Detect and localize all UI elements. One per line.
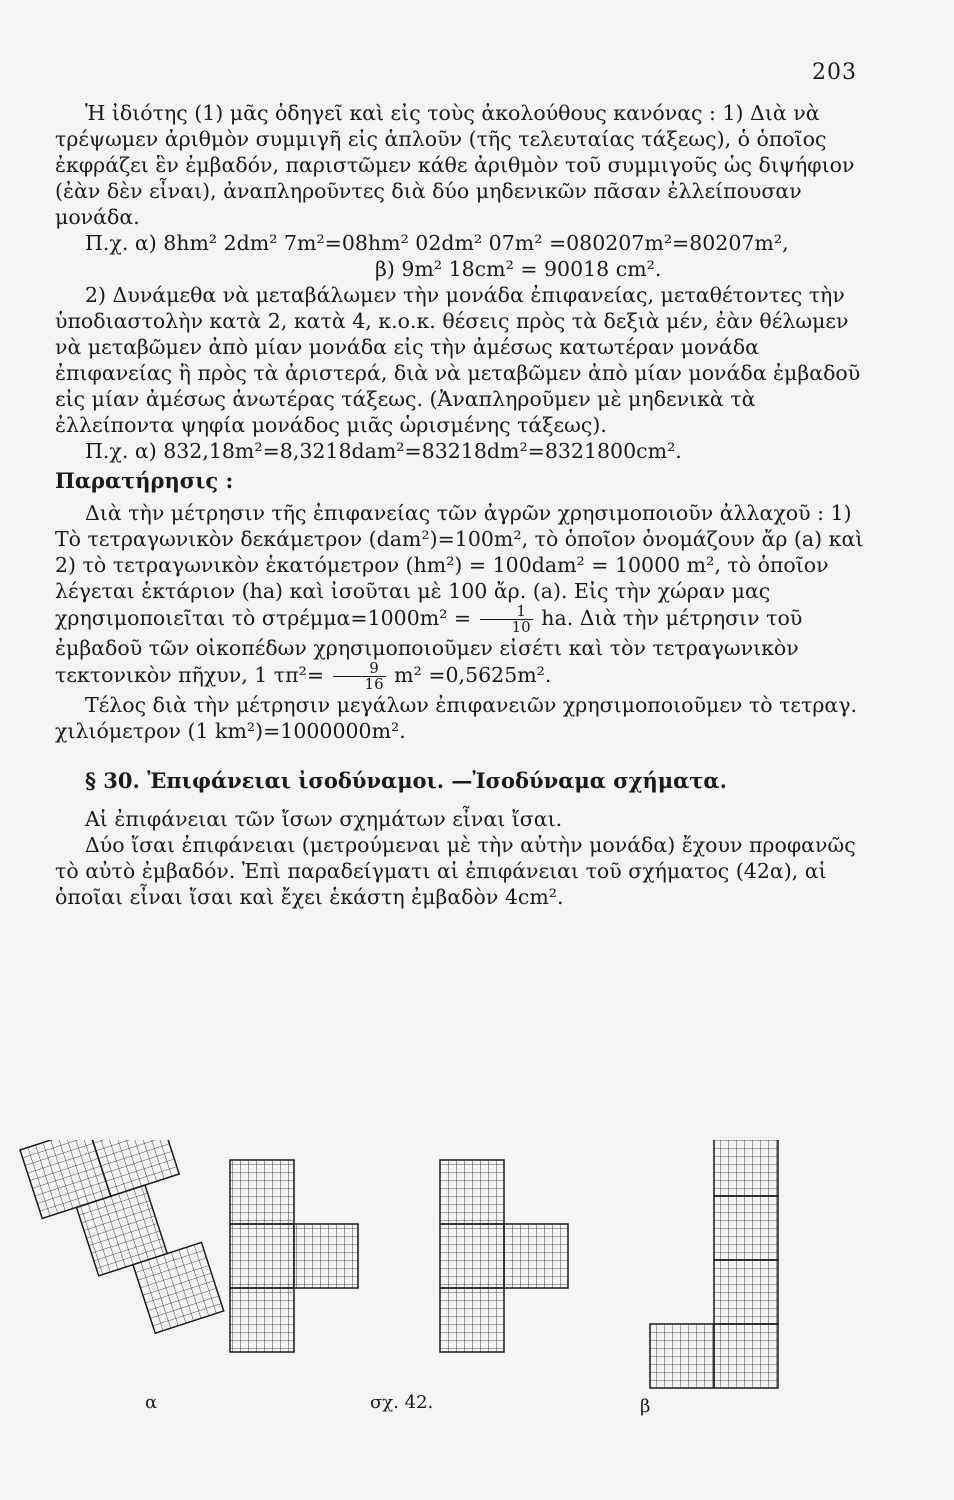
section-heading: § 30. Ἐπιφάνειαι ἰσοδύναμοι. —Ἰσοδύναμα σχήματα. [85,768,727,793]
figure-caption: σχ. 42. [370,1392,434,1413]
page-number: 203 [812,60,857,85]
observation-text-1: Διὰ τὴν μέτρησιν τῆς ἐπιφανείας τῶν ἀγρῶν χρησιμοποιοῦν ἀλλαχοῦ : 1) Τὸ τετραγωνικὸν δεκάμετρον (dam²)=100m², τὸ ὁποῖον ὀνομάζουν ἄρ (a) καὶ 2) τὸ τετραγωνικὸν ἑκατόμετρον (hm²) = 100dam² = 10000 m², τὸ ὁποῖον λέγεται ἑκτάριον (ha) καὶ ἰσοῦται μὲ 100 ἄρ. (a). Εἰς τὴν χώραν μας χρησιμοποιεῖται τὸ στρέμμα=1000m² = [55,501,864,630]
figure-label-beta: β [640,1396,651,1417]
fraction-numerator: 9 [333,661,386,677]
figure-alpha-shape [20,1140,224,1355]
figure-shape-2 [230,1160,358,1352]
paragraph-rule-2: 2) Δυνάμεθα νὰ μεταβάλωμεν τὴν μονάδα ἐπιφανείας, μεταθέτοντες τὴν ὑποδιαστολὴν κατὰ 2, κατὰ 4, κ.ο.κ. θέσεις πρὸς τὰ δεξιὰ μέν, ἐὰν θέλωμεν νὰ μεταβῶμεν ἀπὸ μίαν μονάδα εἰς τὴν ἀμέσως κατωτέραν μονάδα ἐπιφανείας ἢ πρὸς τὰ ἀριστερά, διὰ νὰ μεταβῶμεν ἀπὸ μίαν μονάδα ἐμβαδοῦ εἰς μίαν ἀμέσως ἀνωτέρας τάξεως. (Ἀναπληροῦμεν μὲ μηδενικὰ τὰ ἐλλείποντα ψηφία μονάδος μιᾶς ὡρισμένης τάξεως). [55,283,861,437]
figure-42-grids [0,1140,954,1440]
observation-text-2: ha. Διὰ τὴν μέτρησιν τοῦ ἐμβαδοῦ τῶν οἰκοπέδων χρησιμοποιοῦμεν εἰσέτι καὶ τὸν τετραγωνικὸν τεκτονικὸν πῆχυν, 1 τπ²= [55,606,803,687]
fraction-denominator: 10 [511,618,531,636]
body-text [55,100,865,910]
paragraph-equal-shapes: Αἱ ἐπιφάνειαι τῶν ἴσων σχημάτων εἶναι ἴσαι. [85,807,563,831]
figure-label-alpha: α [145,1392,158,1413]
fraction-denominator: 16 [364,675,384,693]
example-1b: β) 9m² 18cm² = 90018 cm². [375,257,662,281]
fraction-one-tenth [480,604,533,635]
example-1a: Π.χ. α) 8hm² 2dm² 7m²=08hm² 02dm² 07m² =080207m²=80207m², [85,231,789,255]
figure-beta-shape [650,1140,778,1388]
paragraph-rule-1: Ἡ ἰδιότης (1) μᾶς ὁδηγεῖ καὶ εἰς τοὺς ἀκολούθους κανόνας : 1) Διὰ νὰ τρέψωμεν ἀριθμὸν συμμιγῆ εἰς ἁπλοῦν (τῆς τελευταίας τάξεως), ὁ ὁποῖος ἐκφράζει ἓν ἐμβαδόν, παριστῶμεν κάθε ἀριθμὸν τοῦ συμμιγοῦς ὡς διψήφιον (ἐὰν δὲν εἶναι), ἀναπληροῦντες διὰ δύο μηδενικῶν πᾶσαν ἐλλείπουσαν μονάδα. [55,101,855,229]
paragraph-km2: Τέλος διὰ τὴν μέτρησιν μεγάλων ἐπιφανειῶν χρησιμοποιοῦμεν τὸ τετραγ. χιλιόμετρον (1 km²)=1000000m². [55,693,858,743]
figure-42 [0,1140,954,1440]
example-2: Π.χ. α) 832,18m²=8,3218dam²=83218dm²=8321800cm². [85,439,682,463]
paragraph-equal-areas: Δύο ἴσαι ἐπιφάνειαι (μετρούμεναι μὲ τὴν αὐτὴν μονάδα) ἔχουν προφανῶς τὸ αὐτὸ ἐμβαδόν. Ἐπὶ παραδείγματι αἱ ἐπιφάνειαι τοῦ σχήματος (42α), αἱ ὁποῖαι εἶναι ἴσαι καὶ ἔχει ἑκάστη ἐμβαδὸν 4cm². [55,833,856,909]
observation-text-3: m² =0,5625m². [394,663,552,687]
fraction-numerator: 1 [480,604,533,620]
fraction-nine-sixteenths [333,661,386,692]
paragraph-observation [55,500,865,692]
figure-shape-3 [440,1160,568,1352]
observation-heading: Παρατήρησις : [55,468,234,493]
